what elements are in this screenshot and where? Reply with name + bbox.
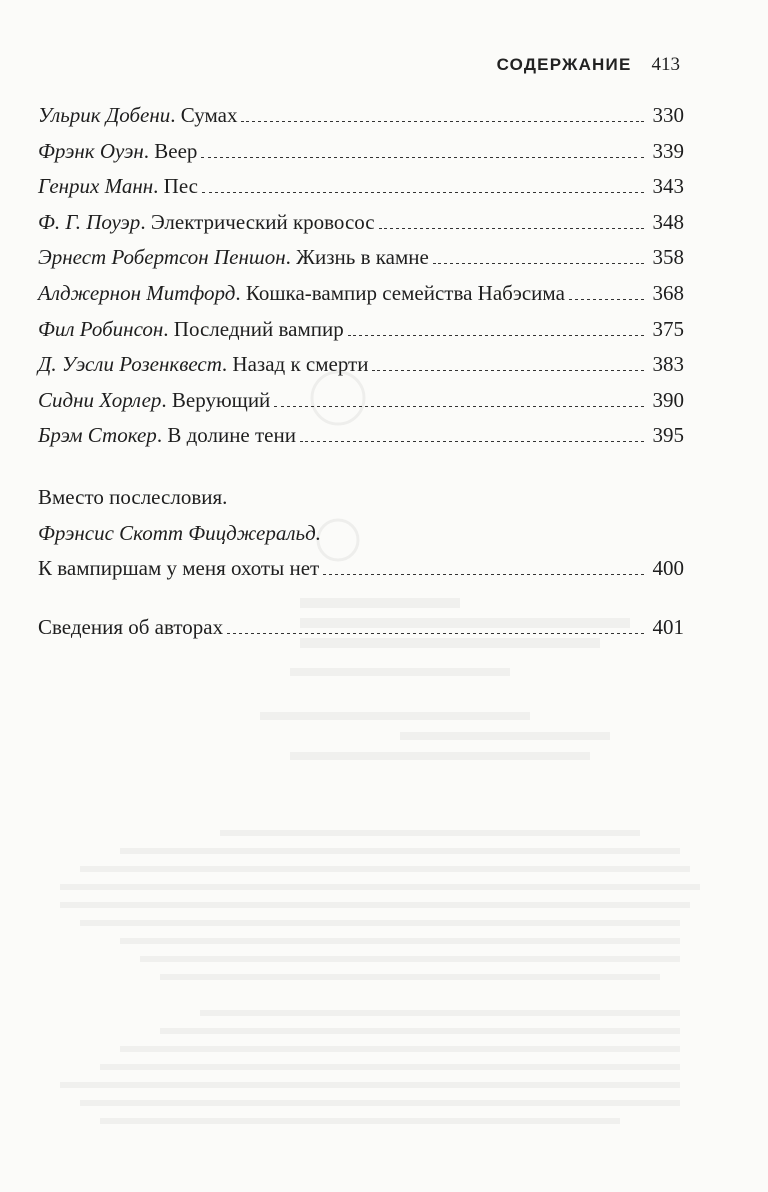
dot-leader: [227, 633, 644, 634]
toc-entry: [38, 383, 684, 419]
running-head-section: СОДЕРЖАНИЕ: [496, 55, 632, 74]
dot-leader: [300, 441, 644, 442]
toc-entry-author: Сидни Хорлер: [38, 387, 162, 412]
toc-entry-separator: .: [143, 138, 155, 163]
toc-entry-page: 368: [652, 280, 684, 305]
toc-entry-page: 395: [652, 423, 684, 448]
toc-entry-separator: .: [153, 174, 164, 199]
toc-entry-page: 375: [652, 316, 684, 341]
dot-leader: [433, 263, 644, 264]
dot-leader: [274, 406, 644, 407]
toc-entry-title: Пес: [163, 174, 199, 199]
toc-entry: [38, 240, 684, 276]
dot-leader: [201, 157, 644, 158]
toc-entry: [38, 98, 684, 134]
toc-entry-separator: .: [235, 280, 246, 305]
afterword-entry: [38, 480, 684, 587]
toc-entry: [38, 205, 684, 241]
dot-leader: [379, 228, 644, 229]
toc-entry: [38, 551, 684, 587]
toc-entry-separator: .: [161, 387, 172, 412]
toc-entry: [38, 169, 684, 205]
toc-entry: [38, 276, 684, 312]
toc-entry-separator: .: [221, 352, 233, 377]
toc-entry-separator: .: [140, 209, 151, 234]
toc-entry-page: 348: [652, 209, 684, 234]
afterword-author: Фрэнсис Скотт Фицджеральд.: [38, 520, 321, 545]
page-number: 413: [651, 54, 680, 75]
running-head: [497, 54, 680, 76]
sources-entry: [38, 610, 684, 646]
toc-entry-page: 330: [652, 103, 684, 127]
toc-entry-separator: .: [170, 103, 181, 127]
toc-entry-author: Брэм Стокер: [38, 423, 157, 448]
toc-entry-page: 383: [652, 352, 684, 377]
dot-leader: [569, 299, 644, 300]
afterword-page: 400: [652, 556, 684, 581]
dot-leader: [241, 121, 644, 122]
toc-entry-title: Кошка-вампир семейства Набэсима: [245, 280, 565, 305]
toc-entry-author: Ульрик Добени: [38, 103, 171, 127]
dot-leader: [348, 335, 644, 336]
toc-entry: [38, 134, 684, 170]
toc-entry-page: 339: [652, 138, 684, 163]
toc-entry-title: Верующий: [171, 387, 271, 412]
toc-entry-page: 390: [652, 387, 684, 412]
dot-leader: [372, 370, 644, 371]
dot-leader: [323, 574, 644, 575]
dot-leader: [202, 192, 644, 193]
toc-entry-title: Последний вампир: [173, 316, 344, 341]
toc-entry-title: Веер: [154, 138, 198, 163]
toc-entry-separator: .: [163, 316, 174, 341]
toc-entry-separator: .: [285, 245, 297, 270]
toc-entry-title: Электрический кровосос: [150, 209, 375, 234]
toc-entry-page: 358: [652, 245, 684, 270]
toc-entry-title: В долине тени: [167, 423, 296, 448]
toc-entry-title: Назад к смерти: [232, 352, 369, 377]
toc-entry-title: Жизнь в камне: [296, 245, 429, 270]
afterword-heading: Вместо послесловия.: [38, 485, 228, 509]
toc-entry-separator: .: [156, 423, 168, 448]
toc-entry-title: Сумах: [180, 103, 238, 127]
sources-page: 401: [652, 615, 684, 639]
toc-entry-author: Д. Уэсли Розенквест: [38, 352, 222, 377]
toc-entry: [38, 347, 684, 383]
sources-title: Сведения об авторах: [38, 615, 224, 639]
toc-entry: [38, 418, 684, 454]
toc-entry-author: Ф. Г. Поуэр: [38, 209, 141, 234]
toc-entry-author: Фил Робинсон: [38, 316, 164, 341]
toc-entry-author: Фрэнк Оуэн: [38, 138, 144, 163]
afterword-title: К вампиршам у меня охоты нет: [38, 556, 320, 581]
toc-entry-page: 343: [652, 174, 684, 199]
toc-entry-author: Алджернон Митфорд: [38, 280, 236, 305]
toc-entry: [38, 312, 684, 348]
table-of-contents: [38, 98, 684, 454]
toc-entry: [38, 610, 684, 646]
toc-entry-author: Эрнест Робертсон Пеншон: [38, 245, 286, 270]
toc-entry-author: Генрих Манн: [38, 174, 154, 199]
